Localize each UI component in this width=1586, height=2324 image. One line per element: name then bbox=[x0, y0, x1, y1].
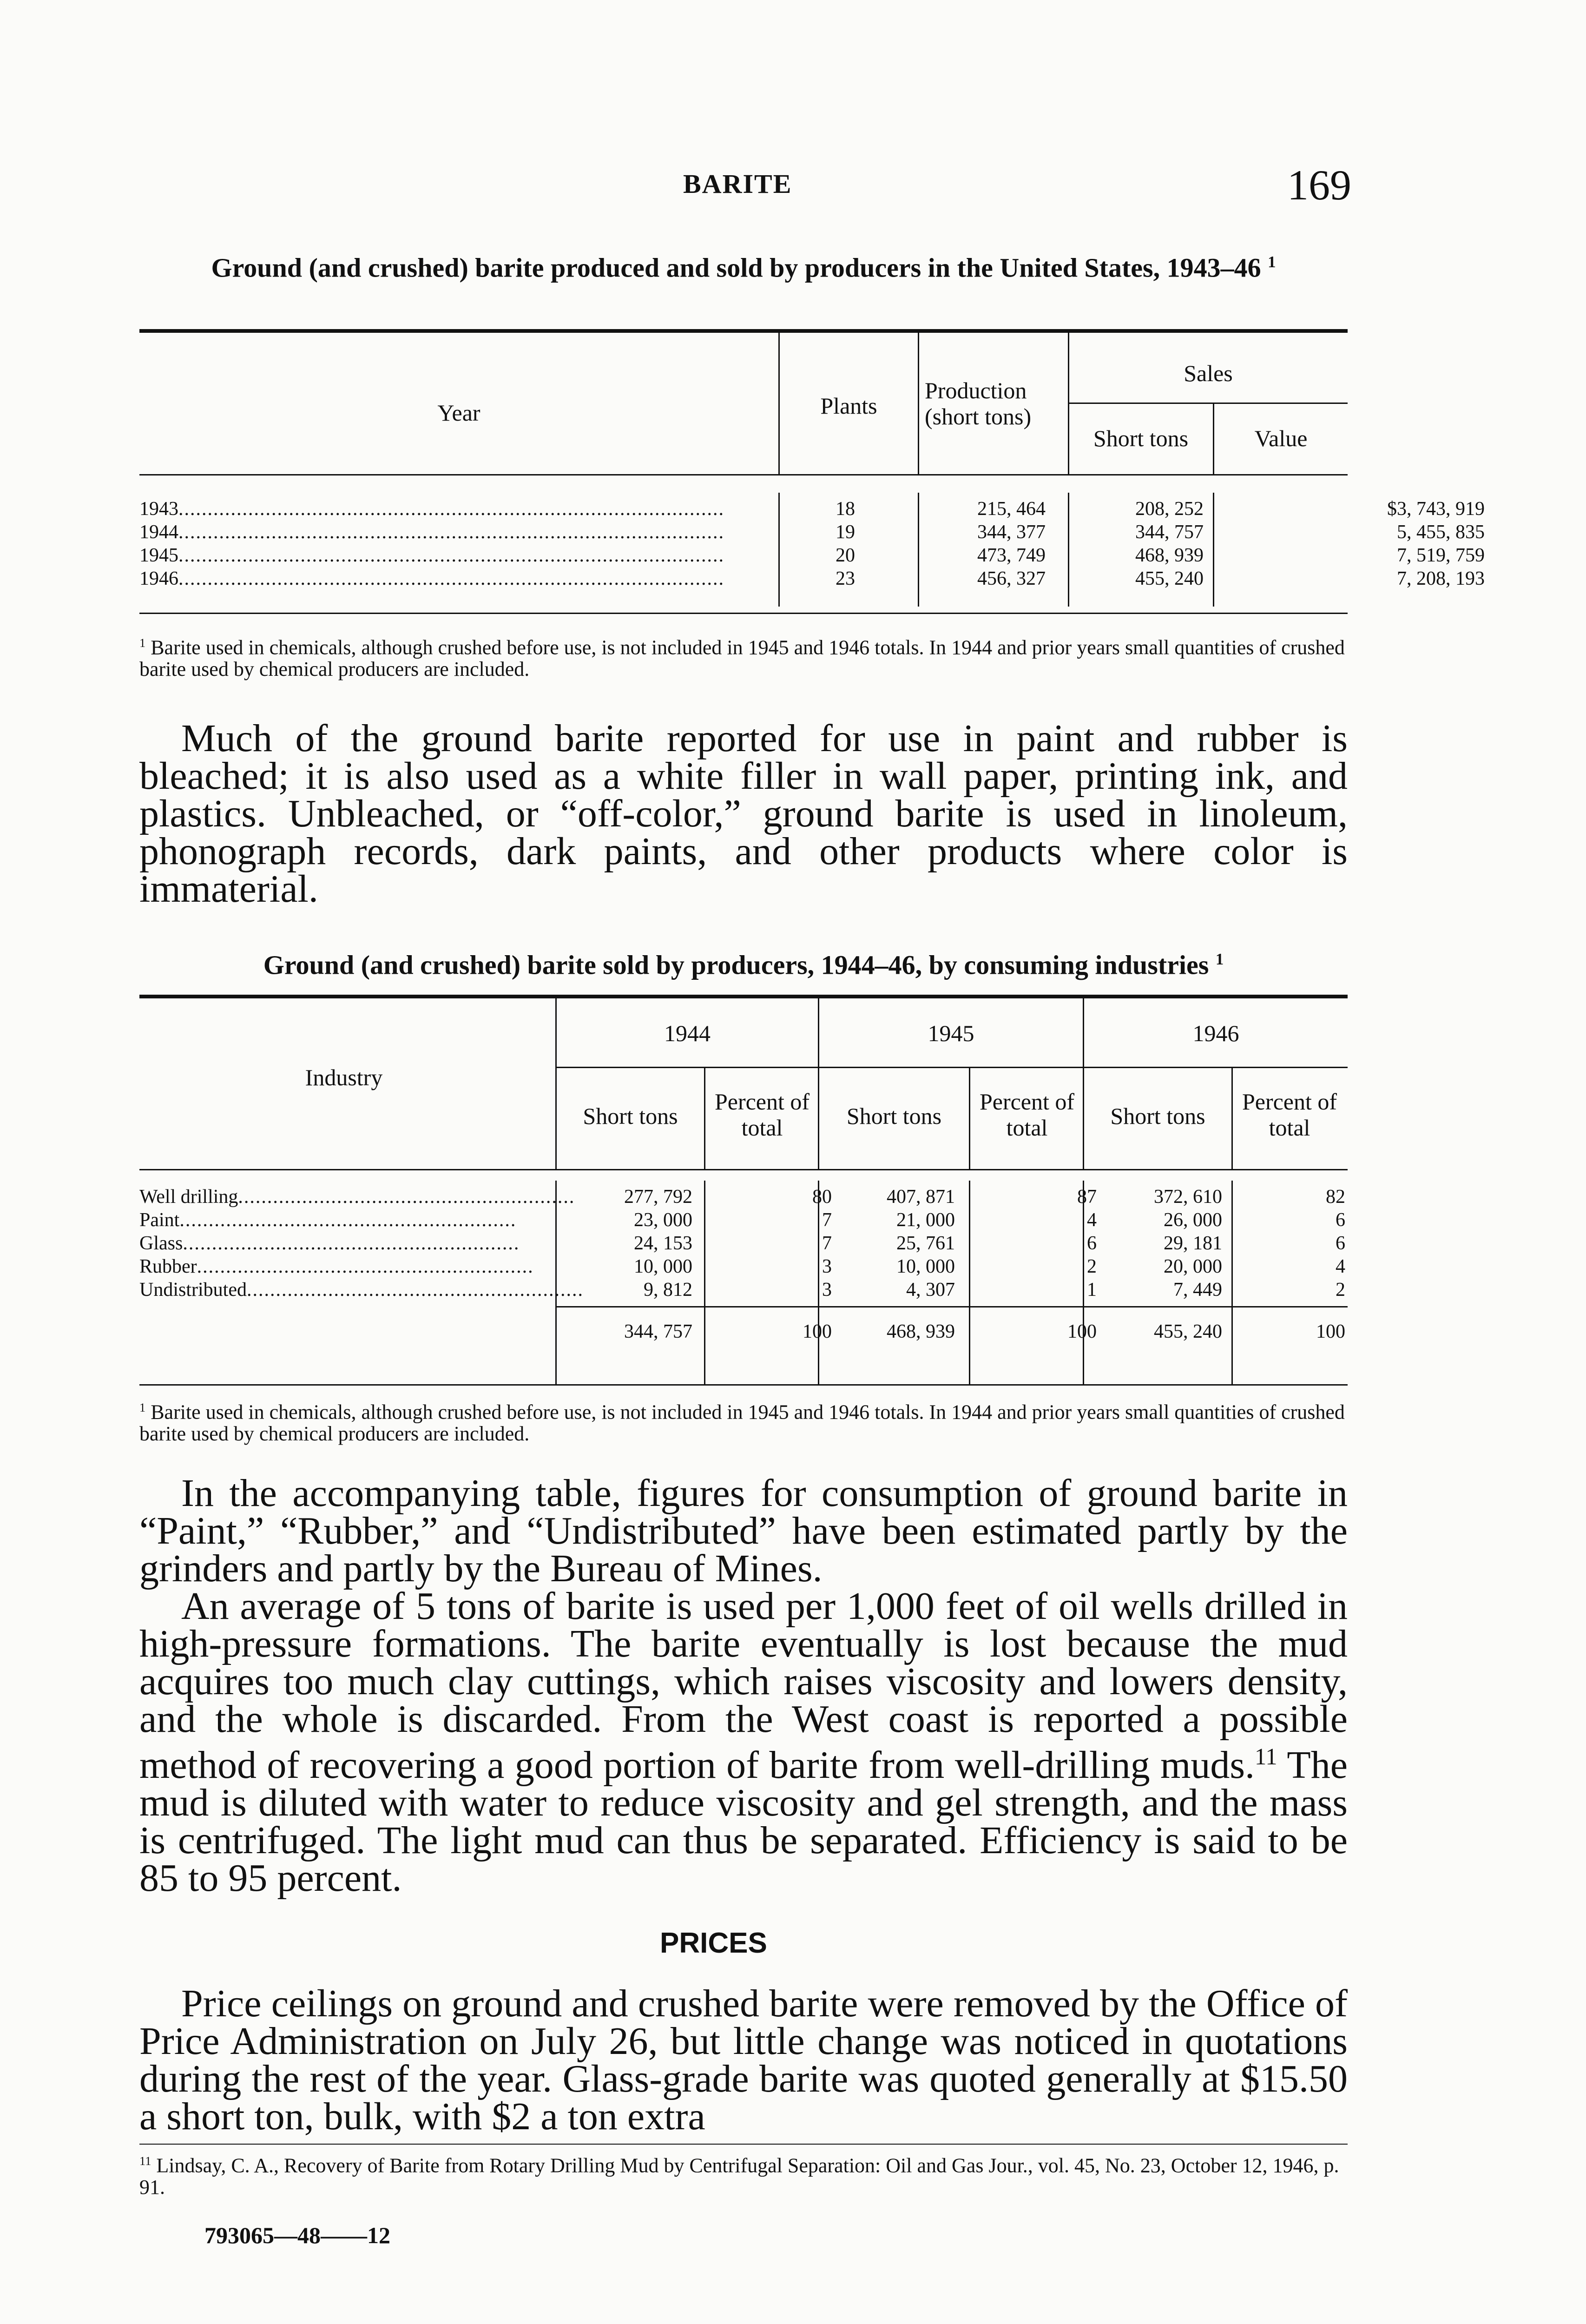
table2-pct-1946: 6 bbox=[1336, 1209, 1345, 1231]
table1-short-tons: 208, 252 bbox=[1135, 498, 1204, 520]
table2-total-tons-1945: 468, 939 bbox=[887, 1321, 955, 1342]
table-row bbox=[139, 521, 1485, 544]
table1-divider bbox=[1068, 333, 1069, 475]
table1-header-sales: Sales bbox=[1184, 360, 1233, 386]
table2-header-percent: Percent of total bbox=[979, 1089, 1075, 1141]
table1-header-production: Production (short tons) bbox=[925, 377, 1032, 429]
table2-industry: Paint.......................................................... bbox=[139, 1209, 517, 1231]
footnote-11: $^{11}$ Lindsay, C. A., Recovery of Barite from Rotary Drilling Mud by Centrifugal Separation: Oil and Gas Jour., vol. 45, No. 23, October 12, 1946, p. 91. bbox=[139, 2154, 1339, 2199]
table2-pct-1946: 6 bbox=[1336, 1233, 1345, 1254]
table2-total-tons-1946: 455, 240 bbox=[1154, 1321, 1222, 1342]
table2-header-percent: Percent of total bbox=[714, 1089, 810, 1141]
table-row bbox=[139, 1185, 1348, 1208]
table2-header-1946: 1946 bbox=[1192, 1020, 1239, 1046]
table1-production: 473, 749 bbox=[977, 545, 1046, 566]
table2-header-short-tons: Short tons bbox=[846, 1103, 942, 1129]
table1-header-value: Value bbox=[1254, 425, 1308, 451]
table2-divider bbox=[969, 1067, 970, 1170]
printer-mark: 793065—48——12 bbox=[204, 2222, 390, 2248]
table2-totals-rule bbox=[555, 1306, 1348, 1307]
table2-tons-1944: 24, 153 bbox=[634, 1233, 692, 1254]
table1-production: 344, 377 bbox=[977, 522, 1046, 543]
table2-pct-1944: 7 bbox=[822, 1209, 832, 1231]
table1-plants: 19 bbox=[836, 522, 855, 543]
table-row bbox=[139, 497, 1485, 521]
table1-header-short-tons: Short tons bbox=[1093, 425, 1189, 451]
table2-tons-1945: 4, 307 bbox=[906, 1279, 955, 1301]
table-row bbox=[139, 1255, 1348, 1278]
table2-footnote: $^1$ Barite used in chemicals, although crushed before use, is not included in 1945 and 1946 totals. In 1944 and prior years small quantities of crushed barite used by chemical producers are included. bbox=[139, 1400, 1345, 1445]
table-row bbox=[139, 1208, 1348, 1232]
table2-bottom-rule bbox=[139, 1384, 1348, 1386]
table1-header-plants: Plants bbox=[820, 393, 877, 419]
table1-footnote: $^1$ Barite used in chemicals, although crushed before use, is not included in 1945 and 1946 totals. In 1944 and prior years small quantities of crushed barite used by chemical producers are included. bbox=[139, 636, 1345, 680]
table1-value: 7, 208, 193 bbox=[1397, 568, 1485, 589]
table1-year: 1944.............................................................................................. bbox=[139, 522, 724, 543]
table2-header-industry: Industry bbox=[305, 1064, 383, 1090]
table-row bbox=[139, 1278, 1348, 1301]
table1-plants: 23 bbox=[836, 568, 855, 589]
table2-tons-1945: 21, 000 bbox=[896, 1209, 955, 1231]
table2-tons-1945: 407, 871 bbox=[887, 1186, 955, 1208]
table2-tons-1946: 29, 181 bbox=[1164, 1233, 1222, 1254]
footnote-rule bbox=[139, 2144, 1348, 2145]
table2-industry: Undistributed.......................................................... bbox=[139, 1279, 584, 1301]
table2-pct-1945: 6 bbox=[1087, 1233, 1097, 1254]
table-row bbox=[139, 1232, 1348, 1255]
table2-tons-1946: 26, 000 bbox=[1164, 1209, 1222, 1231]
table2-pct-1944: 3 bbox=[822, 1279, 832, 1301]
table2-body bbox=[139, 1185, 1348, 1301]
table2-total-pct-1945: 100 bbox=[1067, 1321, 1097, 1342]
table2-pct-1945: 87 bbox=[1077, 1186, 1097, 1208]
table-row bbox=[139, 567, 1485, 590]
table2-tons-1946: 20, 000 bbox=[1164, 1256, 1222, 1277]
running-head: BARITE bbox=[683, 169, 792, 199]
table2-divider bbox=[704, 1067, 705, 1170]
table2-pct-1946: 82 bbox=[1326, 1186, 1345, 1208]
table2-divider bbox=[1231, 1067, 1233, 1170]
table2-pct-1945: 4 bbox=[1087, 1209, 1097, 1231]
table2-tons-1944: 23, 000 bbox=[634, 1209, 692, 1231]
table2-year-rule bbox=[555, 1067, 1348, 1068]
table1-plants: 18 bbox=[836, 498, 855, 520]
table2-header-1944: 1944 bbox=[664, 1020, 711, 1046]
table2-header-short-tons: Short tons bbox=[583, 1103, 678, 1129]
paragraph-well-drilling: An average of 5 tons of barite is used per 1,000 feet of oil wells drilled in high-pressure formations. The barite eventually is lost because the mud acquires too much clay cuttings, which raises viscosity and lowers density, and the whole is discarded. From the West coast is reported a possible method of recovering a good portion of barite from well-drilling muds.$^{11}$ The mud is diluted with water to reduce viscosity and gel strength, and the mass is centrifuged. The light mud can thus be separated. Efficiency is said to be 85 to 95 percent. bbox=[139, 1585, 1348, 1900]
table1-sales-rule bbox=[1068, 403, 1348, 404]
paragraph-estimates: In the accompanying table, figures for consumption of ground barite in “Paint,” “Rubber,” and “Undistributed” have been estimated partly by the grinders and partly by the Bureau of Mines. bbox=[139, 1472, 1348, 1590]
table1-year: 1945.............................................................................................. bbox=[139, 545, 724, 566]
table2-tons-1946: 7, 449 bbox=[1173, 1279, 1222, 1301]
section-heading-prices: PRICES bbox=[660, 1927, 767, 1959]
paragraph-uses: Much of the ground barite reported for use in paint and rubber is bleached; it is also used as a white filler in wall paper, printing ink, and plastics. Unbleached, or “off-color,” ground barite is used in linoleum, phonograph records, dark paints, and other products where color is immaterial. bbox=[139, 717, 1348, 911]
table1-bottom-rule bbox=[139, 613, 1348, 614]
table1-year: 1946.............................................................................................. bbox=[139, 568, 724, 589]
table1-caption: Ground (and crushed) barite produced and sold by producers in the United States, 1943–46 $^1$ bbox=[211, 252, 1276, 283]
table1-short-tons: 344, 757 bbox=[1135, 522, 1204, 543]
table2-pct-1944: 3 bbox=[822, 1256, 832, 1277]
table2-header-short-tons: Short tons bbox=[1110, 1103, 1205, 1129]
table1-year: 1943.............................................................................................. bbox=[139, 498, 724, 520]
table-row bbox=[139, 544, 1485, 567]
table2-header-1945: 1945 bbox=[928, 1020, 974, 1046]
table1-divider bbox=[918, 333, 919, 475]
table1-body bbox=[139, 497, 1485, 590]
table1-production: 456, 327 bbox=[977, 568, 1046, 589]
table2-pct-1946: 4 bbox=[1336, 1256, 1345, 1277]
page-number: 169 bbox=[1287, 161, 1351, 209]
table1-value: 7, 519, 759 bbox=[1397, 545, 1485, 566]
table1-value: 5, 455, 835 bbox=[1397, 522, 1485, 543]
table2-tons-1945: 25, 761 bbox=[896, 1233, 955, 1254]
table1-plants: 20 bbox=[836, 545, 855, 566]
table1-header-year: Year bbox=[437, 400, 480, 426]
table1-production: 215, 464 bbox=[977, 498, 1046, 520]
table1-short-tons: 455, 240 bbox=[1135, 568, 1204, 589]
table2-tons-1944: 10, 000 bbox=[634, 1256, 692, 1277]
table2-industry: Well drilling.......................................................... bbox=[139, 1186, 575, 1208]
table2-total-pct-1944: 100 bbox=[803, 1321, 832, 1342]
table2-tons-1946: 372, 610 bbox=[1154, 1186, 1222, 1208]
table2-industry: Rubber.......................................................... bbox=[139, 1256, 534, 1277]
table2-total-tons-1944: 344, 757 bbox=[624, 1321, 692, 1342]
table2-totals-row bbox=[139, 1320, 1348, 1343]
table2-tons-1944: 277, 792 bbox=[624, 1186, 692, 1208]
table2-top-rule bbox=[139, 995, 1348, 998]
table1-head-rule bbox=[139, 474, 1348, 475]
table2-tons-1944: 9, 812 bbox=[644, 1279, 692, 1301]
table2-caption: Ground (and crushed) barite sold by producers, 1944–46, by consuming industries $^1$ bbox=[263, 950, 1224, 980]
table2-pct-1946: 2 bbox=[1336, 1279, 1345, 1301]
table2-total-pct-1946: 100 bbox=[1316, 1321, 1345, 1342]
table2-head-rule bbox=[139, 1169, 1348, 1170]
table2-pct-1945: 1 bbox=[1087, 1279, 1097, 1301]
table1-short-tons: 468, 939 bbox=[1135, 545, 1204, 566]
table2-header-percent: Percent of total bbox=[1242, 1089, 1337, 1141]
table2-tons-1945: 10, 000 bbox=[896, 1256, 955, 1277]
table2-pct-1945: 2 bbox=[1087, 1256, 1097, 1277]
table2-pct-1944: 80 bbox=[812, 1186, 832, 1208]
table1-value: $3, 743, 919 bbox=[1387, 498, 1485, 520]
table2-industry: Glass.......................................................... bbox=[139, 1233, 520, 1254]
table2-pct-1944: 7 bbox=[822, 1233, 832, 1254]
paragraph-prices: Price ceilings on ground and crushed barite were removed by the Office of Price Administration on July 26, but little change was noticed in quotations during the rest of the year. Glass-grade barite was quoted generally at $15.50 a short ton, bulk, with $2 a ton extra bbox=[139, 1982, 1348, 2138]
table1-top-rule bbox=[139, 329, 1348, 333]
